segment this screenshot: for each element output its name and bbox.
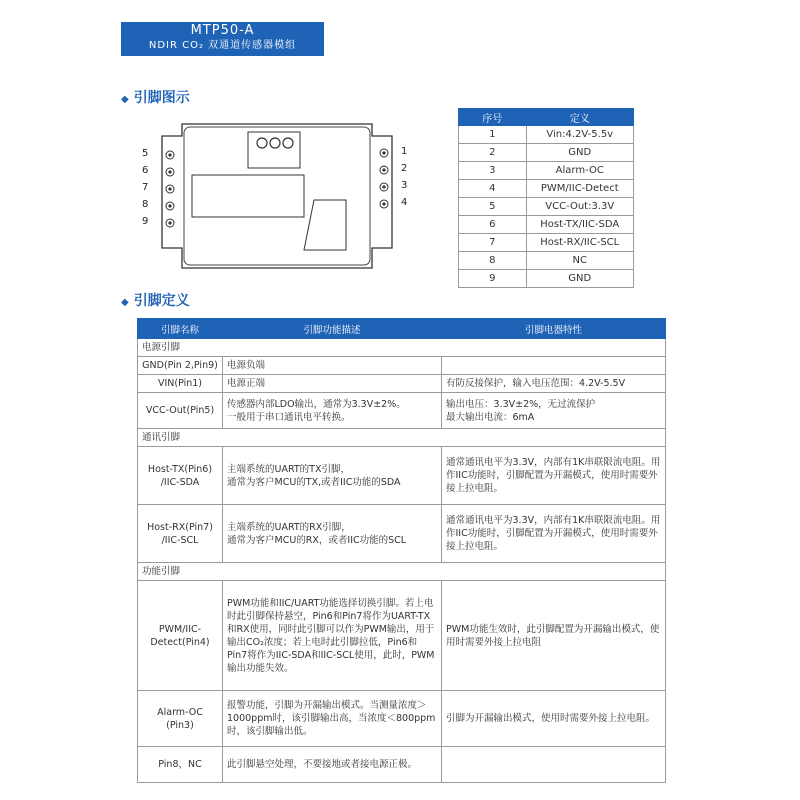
table-row xyxy=(138,357,666,375)
pin-elec: 通常通讯电平为3.3V，内部有1K串联限流电阻。用作IIC功能时，引脚配置为开漏模式，使用时需要外接上拉电阻。 xyxy=(442,505,666,563)
pin-elec xyxy=(442,747,666,783)
pin-desc: 传感器内部LDO输出，通常为3.3V±2%。 一般用于串口通讯电平转换。 xyxy=(223,393,442,429)
section-title: 引脚定义 xyxy=(133,293,190,309)
def-table-header xyxy=(138,319,666,339)
table-row xyxy=(459,270,634,288)
sensor-window xyxy=(248,132,300,168)
pin-elec: 有防反接保护，输入电压范围：4.2V-5.5V xyxy=(442,375,666,393)
pin-no: 9 xyxy=(459,270,527,288)
group-label: 通讯引脚 xyxy=(138,429,666,447)
pin-desc: 此引脚悬空处理，不要接地或者接电源正极。 xyxy=(223,747,442,783)
pin-def: Host-RX/IIC-SCL xyxy=(526,234,633,252)
table-row xyxy=(459,234,634,252)
section-heading-pin-diagram xyxy=(121,87,190,107)
table-row xyxy=(459,252,634,270)
table-row xyxy=(459,198,634,216)
pin-def: VCC-Out:3.3V xyxy=(526,198,633,216)
pin-desc: 主端系统的UART的RX引脚， 通常为客户MCU的RX，或者IIC功能的SCL xyxy=(223,505,442,563)
table-row xyxy=(138,691,666,747)
pin-no: 8 xyxy=(459,252,527,270)
diamond-bullet-icon: ◆ xyxy=(121,94,129,105)
table-row xyxy=(459,162,634,180)
pin-def: GND xyxy=(526,144,633,162)
pin-elec xyxy=(442,357,666,375)
pin-desc: PWM功能和IIC/UART功能选择切换引脚。若上电时此引脚保持悬空，Pin6和Pin7将作为UART-TX和RX使用，同时此引脚可以作为PWM输出，用于输出CO₂浓度；若上电时此引脚拉低，Pin6和Pin7将作为IIC-SDA和IIC-SCL使用，此时，PWM输出功能失效。 xyxy=(223,581,442,691)
pin-def: Alarm-OC xyxy=(526,162,633,180)
table-row xyxy=(459,180,634,198)
table-row xyxy=(138,447,666,505)
module-pin-diagram xyxy=(140,118,430,278)
pin-name: VCC-Out(Pin5) xyxy=(138,393,223,429)
pin-label-7: 7 xyxy=(142,182,149,193)
pin-def: NC xyxy=(526,252,633,270)
pin-no: 3 xyxy=(459,162,527,180)
pin-name: Alarm-OC (Pin3) xyxy=(138,691,223,747)
group-row-comm xyxy=(138,429,666,447)
pin-label-2: 2 xyxy=(401,163,408,174)
pin-definition-table xyxy=(137,318,666,783)
diamond-bullet-icon: ◆ xyxy=(121,297,129,308)
def-header-desc: 引脚功能描述 xyxy=(223,319,442,339)
pin-table-header-def: 定义 xyxy=(526,109,633,126)
pin-table-header-no: 序号 xyxy=(459,109,527,126)
pin-desc: 主端系统的UART的TX引脚， 通常为客户MCU的TX,或者IIC功能的SDA xyxy=(223,447,442,505)
section-title: 引脚图示 xyxy=(133,90,190,106)
pin-name: Host-TX(Pin6) /IIC-SDA xyxy=(138,447,223,505)
model-badge xyxy=(121,22,324,56)
pin-table xyxy=(458,108,634,288)
group-row-func xyxy=(138,563,666,581)
model-title: MTP50-A xyxy=(190,23,255,38)
pin-no: 4 xyxy=(459,180,527,198)
pin-no: 6 xyxy=(459,216,527,234)
pin-elec: PWM功能生效时，此引脚配置为开漏输出模式，使用时需要外接上拉电阻 xyxy=(442,581,666,691)
pin-no: 7 xyxy=(459,234,527,252)
pin-label-3: 3 xyxy=(401,180,408,191)
table-row xyxy=(138,505,666,563)
pin-def: Host-TX/IIC-SDA xyxy=(526,216,633,234)
pin-name: GND(Pin 2,Pin9) xyxy=(138,357,223,375)
pin-label-5: 5 xyxy=(142,148,149,159)
section-heading-pin-definition xyxy=(121,290,190,310)
pin-label-6: 6 xyxy=(142,165,149,176)
pin-def: Vin:4.2V-5.5v xyxy=(526,126,633,144)
pin-label-8: 8 xyxy=(142,199,149,210)
group-label: 电源引脚 xyxy=(138,339,666,357)
pin-def: PWM/IIC-Detect xyxy=(526,180,633,198)
table-row xyxy=(138,581,666,691)
pin-label-1: 1 xyxy=(401,146,408,157)
pin-elec: 通常通讯电平为3.3V，内部有1K串联限流电阻。用作IIC功能时，引脚配置为开漏模式，使用时需要外接上拉电阻。 xyxy=(442,447,666,505)
pin-table-header xyxy=(459,109,634,126)
pin-name: Host-RX(Pin7) /IIC-SCL xyxy=(138,505,223,563)
pin-name: VIN(Pin1) xyxy=(138,375,223,393)
group-label: 功能引脚 xyxy=(138,563,666,581)
pin-def: GND xyxy=(526,270,633,288)
pin-label-4: 4 xyxy=(401,197,408,208)
model-subtitle: NDIR CO₂ 双通道传感器模组 xyxy=(148,40,297,51)
table-row xyxy=(459,126,634,144)
pin-name: PWM/IIC- Detect(Pin4) xyxy=(138,581,223,691)
pin-elec: 输出电压：3.3V±2%，无过流保护 最大输出电流：6mA xyxy=(442,393,666,429)
table-row xyxy=(459,216,634,234)
table-row xyxy=(138,393,666,429)
def-header-name: 引脚名称 xyxy=(138,319,223,339)
pin-desc: 报警功能，引脚为开漏输出模式。当测量浓度＞1000ppm时，该引脚输出高，当浓度＜800ppm时，该引脚输出低。 xyxy=(223,691,442,747)
pin-no: 5 xyxy=(459,198,527,216)
pin-elec: 引脚为开漏输出模式，使用时需要外接上拉电阻。 xyxy=(442,691,666,747)
table-row xyxy=(138,747,666,783)
pin-desc: 电源正端 xyxy=(223,375,442,393)
module-chamber xyxy=(192,175,304,217)
pin-no: 2 xyxy=(459,144,527,162)
pin-name: Pin8，NC xyxy=(138,747,223,783)
group-row-power xyxy=(138,339,666,357)
table-row xyxy=(138,375,666,393)
pin-no: 1 xyxy=(459,126,527,144)
table-row xyxy=(459,144,634,162)
pin-label-9: 9 xyxy=(142,216,149,227)
pin-desc: 电源负端 xyxy=(223,357,442,375)
def-header-elec: 引脚电器特性 xyxy=(442,319,666,339)
